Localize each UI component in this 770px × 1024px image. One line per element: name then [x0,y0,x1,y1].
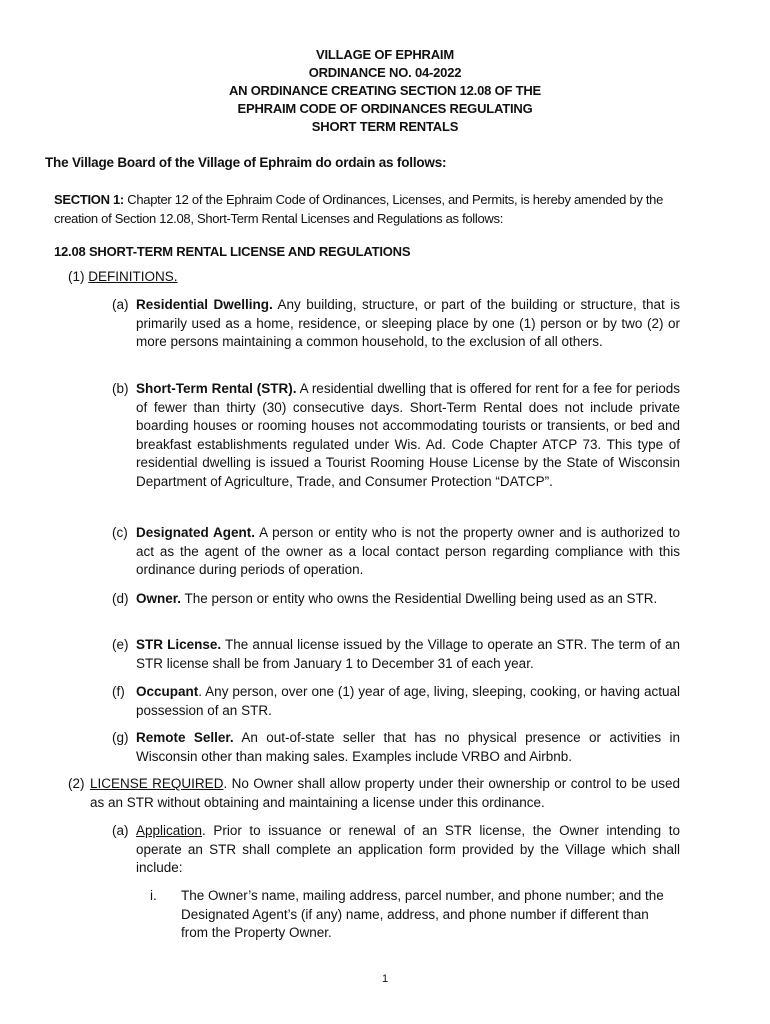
def-d-paragraph [136,590,680,609]
part-2-text: . No Owner shall allow property under their ownership or control to be used as an STR without obtaining and maintaining a license under this ordinance. [90,776,681,810]
application-title: Application [136,823,203,838]
def-c-label: (c) [112,525,128,540]
def-a-term: Residential Dwelling. [136,297,273,312]
part-2-title: LICENSE REQUIRED [90,776,224,791]
def-g-paragraph [136,729,680,766]
def-g-label: (g) [112,730,129,745]
section-1-label: SECTION 1: [54,192,124,207]
def-d-term: Owner. [136,591,182,606]
header-title-4: EPHRAIM CODE OF ORDINANCES REGULATING [237,101,533,116]
def-a-text: Any building, structure, or part of the building or structure, that is primarily used as a home, residence, or sleeping place by one (1) person or by two (2) or more persons maintaining a common household, to the exclusion of all others. [136,297,680,350]
def-a-paragraph [136,296,680,352]
def-d-label: (d) [112,591,129,606]
def-c-text: A person or entity who is not the property owner and is authorized to act as the agent of the owner as a local contact person regarding compliance with this ordinance during periods of operation. [136,525,680,578]
def-e-label: (e) [112,637,129,652]
def-e-term: STR License. [136,637,222,652]
def-e-text: The annual license issued by the Village to operate an STR. The term of an STR license shall be from January 1 to December 31 of each year. [136,637,680,671]
def-f-label: (f) [112,684,125,699]
def-c-paragraph [136,524,680,580]
def-c-term: Designated Agent. [136,525,256,540]
def-d-text: The person or entity who owns the Residential Dwelling being used as an STR. [184,591,658,606]
def-a-label: (a) [112,297,129,312]
def-b-paragraph [136,380,680,492]
part-2-paragraph [90,775,680,812]
header-ordinance-number: ORDINANCE NO. 04-2022 [308,65,462,80]
section-1-paragraph [54,190,694,228]
part-1-number: (1) [68,269,85,284]
def-e-paragraph [136,636,680,673]
header-title-3: AN ORDINANCE CREATING SECTION 12.08 OF THE [228,83,542,98]
def-b-text: A residential dwelling that is offered for rent for a fee for periods of fewer than thirty (30) consecutive days. Short-Term Rental does not include private boarding houses or rooming houses not accommodating tourists or transients, or bed and breakfast establishments regulated under Wis. Ad. Code Chapter ATCP 73. This type of residential dwelling is issued a Tourist Rooming House License by the State of Wisconsin Department of Agriculture, Trade, and Consumer Protection “DATCP”. [136,381,680,489]
section-heading: 12.08 SHORT-TERM RENTAL LICENSE AND REGULATIONS [54,244,411,259]
application-paragraph [136,822,680,878]
part-1-heading [68,268,178,287]
def-g-term: Remote Seller. [136,730,234,745]
page-number: 1 [381,973,389,985]
def-f-text: . Any person, over one (1) year of age, living, sleeping, cooking, or having actual possession of an STR. [136,684,680,718]
def-g-text: An out-of-state seller that has no physical presence or activities in Wisconsin other than making sales. Examples include VRBO and Airbnb. [136,730,680,764]
header-title-1: VILLAGE OF EPHRAIM [316,47,454,62]
def-b-term: Short-Term Rental (STR). [136,381,297,396]
def-f-term: Occupant [136,684,199,699]
item-i-label: i. [150,888,157,903]
application-label: (a) [112,823,129,838]
ordain-statement: The Village Board of the Village of Ephraim do ordain as follows: [45,155,447,170]
section-1-text: Chapter 12 of the Ephraim Code of Ordinances, Licenses, and Permits, is hereby amended by the creation of Section 12.08, Short-Term Rental Licenses and Regulations as follows: [54,192,664,226]
application-text: . Prior to issuance or renewal of an STR license, the Owner intending to operate an STR shall complete an application form provided by the Village which shall include: [136,823,680,876]
def-b-label: (b) [112,381,129,396]
part-1-title: DEFINITIONS. [88,269,178,284]
part-2-number: (2) [68,776,85,791]
def-f-paragraph [136,683,680,720]
header-title-5: SHORT TERM RENTALS [311,119,459,134]
item-i-text: The Owner’s name, mailing address, parcel number, and phone number; and the Designated Agent’s (if any) name, address, and phone number if different than from the Property Owner. [181,888,664,941]
